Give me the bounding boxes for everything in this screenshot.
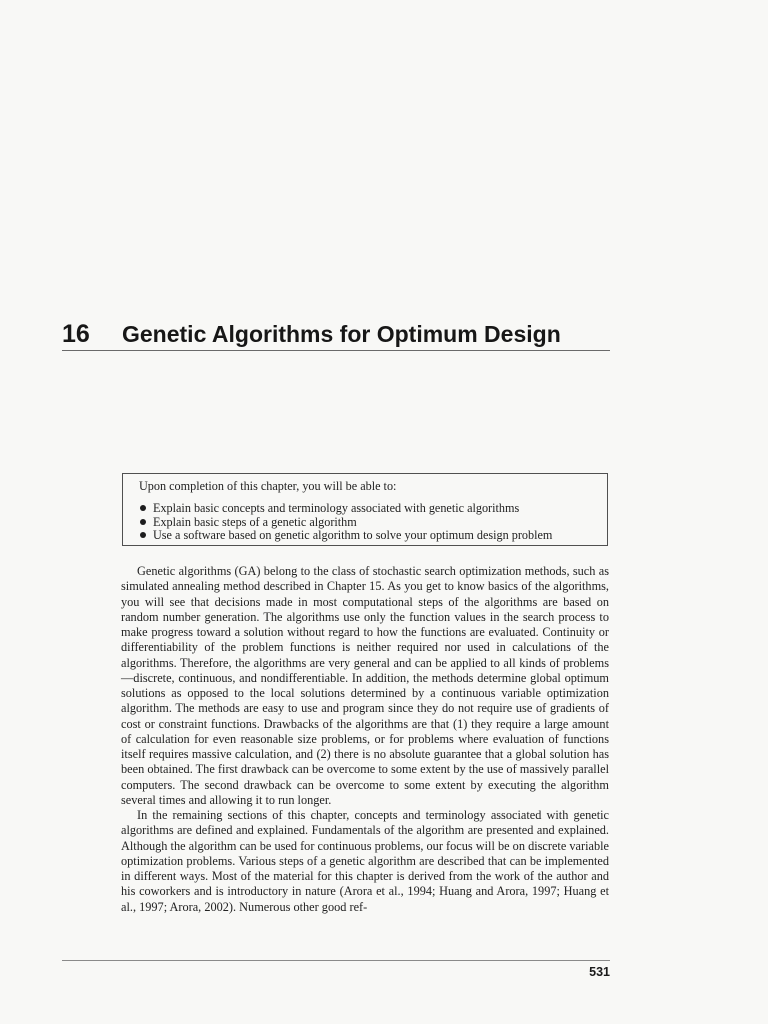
body-text — [121, 564, 609, 915]
objective-text: Use a software based on genetic algorithm to solve your optimum design problem — [153, 528, 553, 542]
objective-item — [139, 515, 552, 529]
chapter-number: 16 — [62, 320, 90, 348]
objective-text: Explain basic steps of a genetic algorithm — [153, 514, 357, 529]
paragraph: Genetic algorithms (GA) belong to the class of stochastic search optimization methods, such as simulated annealing method described in Chapter 15. As you get to know basics of the algorithms, you will see that decisions made in most computational steps of the algorithms are based on random number generation. The algorithms use only the function values in the search process to make progress toward a solution without regard to how the functions are evaluated. Continuity or differentiability of the problem functions is neither required nor used in calculations of the algorithms. Therefore, the algorithms are very general and can be applied to all kinds of problems—discrete, continuous, and nondifferentiable. In addition, the methods determine global optimum solutions as opposed to the local solutions determined by a continuous variable optimization algorithm. The methods are easy to use and program since they do not require use of gradients of cost or constraint functions. Drawbacks of the algorithms are that (1) they require a large amount of calculation for even reasonable size problems, or for problems where evaluation of functions itself requires massive calculation, and (2) there is no absolute guarantee that a global solution has been obtained. The first drawback can be overcome to some extent by the use of massively parallel computers. The second drawback can be overcome to some extent by executing the algorithm several times and allowing it to run longer. — [121, 564, 609, 807]
objectives-list — [139, 501, 552, 542]
objective-item — [139, 528, 552, 542]
footer-rule — [62, 960, 610, 961]
objectives-intro: Upon completion of this chapter, you will be able to: — [139, 479, 397, 493]
learning-objectives-box — [122, 473, 608, 546]
page-number: 531 — [589, 965, 610, 979]
bullet-icon — [140, 519, 146, 525]
chapter-heading — [62, 318, 610, 352]
objective-text: Explain basic concepts and terminology associated with genetic algorithms — [153, 501, 520, 515]
chapter-rule — [62, 350, 610, 351]
bullet-icon — [140, 505, 146, 511]
chapter-title: Genetic Algorithms for Optimum Design — [122, 321, 561, 347]
bullet-icon — [140, 532, 146, 538]
objective-item — [139, 501, 552, 515]
paragraph: In the remaining sections of this chapter, concepts and terminology associated with genetic algorithms are defined and explained. Fundamentals of the algorithm are presented and explained. Although the algorithm can be used for continuous problems, our focus will be on discrete variable optimization problems. Various steps of a genetic algorithm are described that can be implemented in different ways. Most of the material for this chapter is derived from the work of the author and his coworkers and is introductory in nature (Arora et al., 1994; Huang and Arora, 1997; Huang et al., 1997; Arora, 2002). Numerous other good ref- — [121, 808, 609, 914]
